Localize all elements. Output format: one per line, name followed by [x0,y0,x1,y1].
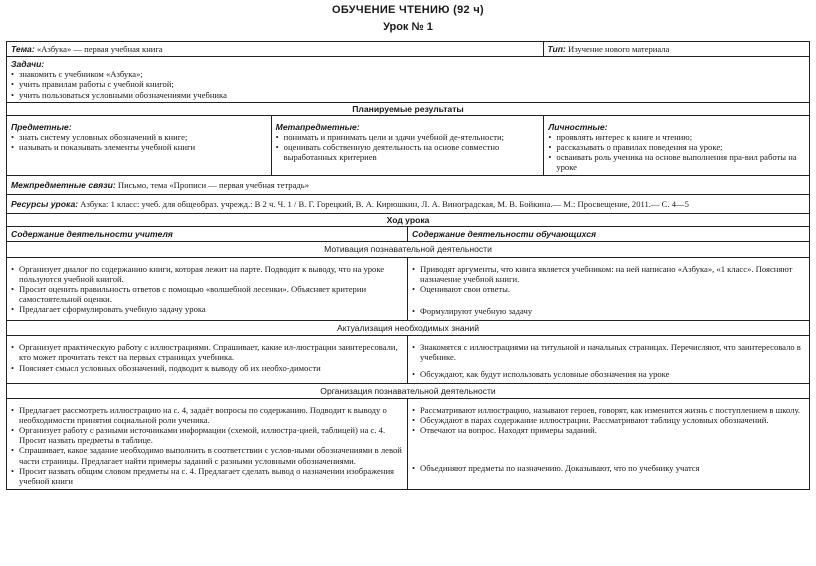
section-row-organization [7,399,809,489]
tasks-row [7,57,809,103]
student-column-header: Содержание деятельности обучающихся [412,229,597,240]
teacher-activity [7,399,408,489]
student-activity [408,336,809,382]
personal-label: Личностные: [548,121,608,132]
tasks-label: Задачи: [11,59,45,70]
section-row-actualization [7,336,809,383]
list-item: • Объединяют предметы по назначению. Доказывают, что по учебнику учатся [412,463,805,473]
topic-cell [7,42,544,56]
list-item: • Просит назвать общим словом предметы на с. 4. Предлагает сделать вывод о назначении изображения учебной книги [11,466,403,486]
teacher-activity [7,258,408,321]
planned-results-row [7,116,809,176]
tasks-list [11,69,805,99]
list-item: • Приводят аргументы, что книга является учебником: на ней написано «Азбука», «1 класс». Поясняют назначение учебной книги. [412,264,805,284]
list-item: • называть и показывать элементы учебной книги [11,142,267,152]
section-row-motivation [7,258,809,322]
section-title-actualization: Актуализация необходимых знаний [7,321,809,336]
list-item: • Организует работу с разными источниками информации (схемой, иллюстра-цией, таблицей) на с. 4. Просит назвать предметы в таблице. [11,425,403,445]
list-item: • Формулируют учебную задачу [412,306,805,316]
type-value: Изучение нового материала [567,44,670,54]
resources-row [7,195,809,214]
planned-results-header: Планируемые результаты [7,103,809,116]
document-title: ОБУЧЕНИЕ ЧТЕНИЮ (92 ч) [332,4,484,16]
lesson-course-header: Ход урока [7,214,809,227]
section-title-organization: Организация познавательной деятельности [7,384,809,399]
lesson-number: Урок № 1 [383,21,433,33]
list-item: • Спрашивает, какое задание необходимо выполнить в соответствии с услов-ными обозначениями в левой части страницы. Предлагает найти примеры заданий с разными условными обозначениями. [11,445,403,465]
topic-value: «Азбука» — первая учебная книга [36,44,163,54]
list-item: • Предлагает рассмотреть иллюстрацию на с. 4, задаёт вопросы по содержанию. Подводит к выводу о необходимости принятия социальной роли ученика. [11,405,403,425]
list-item: • Знакомятся с иллюстрациями на титульной и начальных страницах. Перечисляют, что заинтересовало в учебнике. [412,342,805,362]
student-activity [408,258,809,321]
meta-results [272,116,545,175]
interdisciplinary-value: Письмо, тема «Прописи — первая учебная тетрадь» [117,179,310,190]
interdisciplinary-row [7,176,809,195]
list-item: • Организует диалог по содержанию книги, которая лежит на парте. Подводит к выводу, что на уроке пользуются учебной книгой. [11,264,403,284]
resources-label: Ресурсы урока: [11,198,79,209]
list-item: • Просит оценить правильность ответов с помощью «волшебной лесенки». Объясняет критерии самостоятельной оценки. [11,284,403,304]
list-item: • понимать и принимать цели и здачи учебной де-ятельности; [276,132,540,142]
list-item: • Организует практическую работу с иллюстрациями. Спрашивает, какие ил-люстрации заинтересовали, кто может прочитать текст на первых страницах учебника. [11,342,403,362]
interdisciplinary-label: Межпредметные связи: [11,179,116,190]
resources-value: Азбука: 1 класс: учеб. для общеобраз. учрежд.: В 2 ч. Ч. 1 / В. Г. Горецкий, В. А. Кирюшкин, Л. А. Виноградская, М. В. Бойкина.— М.: Просвещение, 2011.— С. 4—5 [80,198,689,209]
subject-label: Предметные: [11,121,72,132]
column-headers-row [7,227,809,242]
topic-row [7,42,809,57]
subject-results [7,116,272,175]
teacher-activity [7,336,408,382]
list-item: • Обсуждают в парах содержание иллюстрации. Рассматривают таблицу условных обозначений. [412,415,805,425]
list-item: • Рассматривают иллюстрацию, называют героев, говорят, как изменится жизнь с поступлением в школу. [412,405,805,415]
list-item: • учить пользоваться условными обозначениями учебника [11,90,805,100]
meta-label: Метапредметные: [275,121,360,132]
section-title-motivation: Мотивация познавательной деятельности [7,242,809,257]
list-item: • осваивать роль ученика на основе выполнения пра-вил работы на уроке [548,152,805,172]
personal-results [544,116,809,175]
topic-label: Тема: [11,44,35,54]
list-item: • знать систему условных обозначений в книге; [11,132,267,142]
lesson-plan-table [6,41,810,490]
list-item: • Поясняет смысл условных обозначений, подводит к выводу об их необхо-димости [11,363,403,373]
list-item: • Оценивают свои ответы. [412,284,805,294]
student-activity [408,399,809,489]
list-item: • учить правилам работы с учебной книгой; [11,79,805,89]
type-cell [544,42,809,56]
list-item: • оценивать собственную деятельность на основе совместно выработанных критериев [276,142,540,162]
list-item: • рассказывать о правилах поведения на уроке; [548,142,805,152]
list-item: • знакомить с учебником «Азбука»; [11,69,805,79]
teacher-column-header: Содержание деятельности учителя [7,227,408,241]
list-item: • проявлять интерес к книге и чтению; [548,132,805,142]
type-label: Тип: [547,44,566,54]
list-item: • Обсуждают, как будут использовать условные обозначения на уроке [412,369,805,379]
list-item: • Предлагает сформулировать учебную задачу урока [11,304,403,314]
list-item: • Отвечают на вопрос. Находят примеры заданий. [412,425,805,435]
